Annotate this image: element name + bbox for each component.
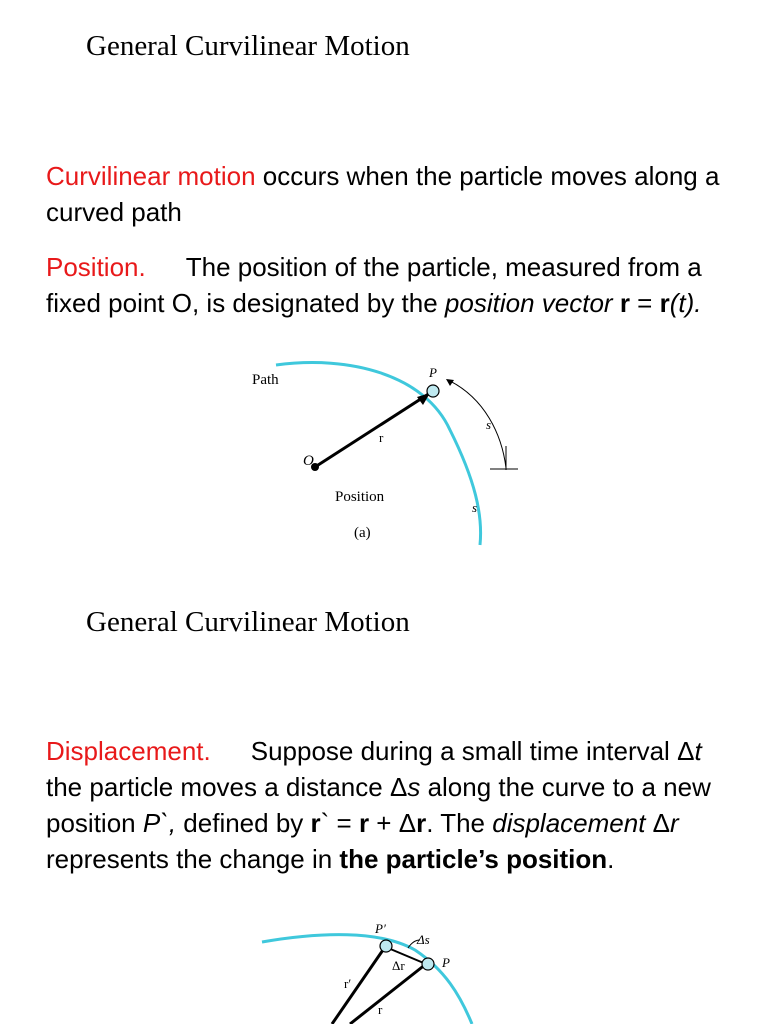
vector-delta-r: r xyxy=(416,808,427,838)
period: . xyxy=(607,844,615,874)
intro-text: occurs when the particle moves along a curved path xyxy=(46,161,720,227)
position-vector-r xyxy=(350,964,426,1024)
label-s-upper: s xyxy=(486,417,492,432)
equals-sign: = xyxy=(629,288,660,318)
displacement-r-symbol: r xyxy=(670,808,679,838)
delta-symbol: Δ xyxy=(677,736,695,766)
term-curvilinear-motion: Curvilinear motion xyxy=(46,161,256,191)
delta-symbol: Δ xyxy=(389,772,408,802)
figure-position xyxy=(240,350,540,550)
displacement-text-d: defined by xyxy=(176,808,311,838)
label-O: O xyxy=(303,453,314,469)
displacement-text-c: along the curve to a new position xyxy=(46,772,711,838)
label-r: r xyxy=(379,430,384,445)
displacement-text-b: the particle moves a distance xyxy=(46,772,390,802)
label-s-lower: s xyxy=(472,500,478,515)
vector-r-function: r xyxy=(659,288,670,318)
time-argument: (t). xyxy=(669,288,702,318)
page-title: General Curvilinear Motion xyxy=(86,30,410,62)
vector-r: r xyxy=(619,288,630,318)
label-path: Path xyxy=(252,372,279,388)
arc-length-arc xyxy=(448,380,506,468)
label-delta-s: Δs xyxy=(417,932,430,947)
delta-symbol: Δ xyxy=(398,808,417,838)
time-symbol: t xyxy=(694,736,702,766)
displacement-text-f: represents the change in xyxy=(46,844,340,874)
intro-paragraph xyxy=(46,158,736,230)
displacement-text-a: Suppose during a small time interval xyxy=(250,736,678,766)
label-r: r xyxy=(378,1002,383,1017)
position-vector-line xyxy=(315,393,430,467)
prime-mark: ` xyxy=(320,808,330,838)
particle-point xyxy=(427,385,439,397)
delta-symbol: Δ xyxy=(645,808,671,838)
term-displacement: Displacement. xyxy=(46,736,211,766)
displacement-term: displacement xyxy=(492,808,646,838)
displacement-text-e: . The xyxy=(426,808,493,838)
position-text: The position of the particle, measured from a fixed point O, is designated by the xyxy=(46,252,702,318)
equals-sign: = xyxy=(329,808,359,838)
particle-position-phrase: the particle’s position xyxy=(339,844,608,874)
plus-sign: + xyxy=(369,808,399,838)
figure-displacement xyxy=(250,920,510,1024)
new-position-symbol: P`, xyxy=(142,808,177,838)
figure-caption: (a) xyxy=(354,525,371,541)
displacement-paragraph xyxy=(46,733,736,877)
label-P: P xyxy=(429,365,437,380)
label-P-prime: P′ xyxy=(375,921,386,936)
label-delta-r: Δr xyxy=(392,958,405,973)
label-r-prime: r′ xyxy=(344,976,352,991)
particle-point xyxy=(422,958,434,970)
position-paragraph xyxy=(46,249,736,321)
particle-point-new xyxy=(380,940,392,952)
position-vector-term: position vector xyxy=(444,288,613,318)
term-position: Position. xyxy=(46,252,146,282)
label-P: P xyxy=(442,955,450,970)
vector-r: r xyxy=(358,808,370,838)
label-position: Position xyxy=(335,489,385,505)
distance-symbol: s xyxy=(407,772,421,802)
section-title: General Curvilinear Motion xyxy=(86,606,410,638)
vector-r-new: r xyxy=(310,808,321,838)
